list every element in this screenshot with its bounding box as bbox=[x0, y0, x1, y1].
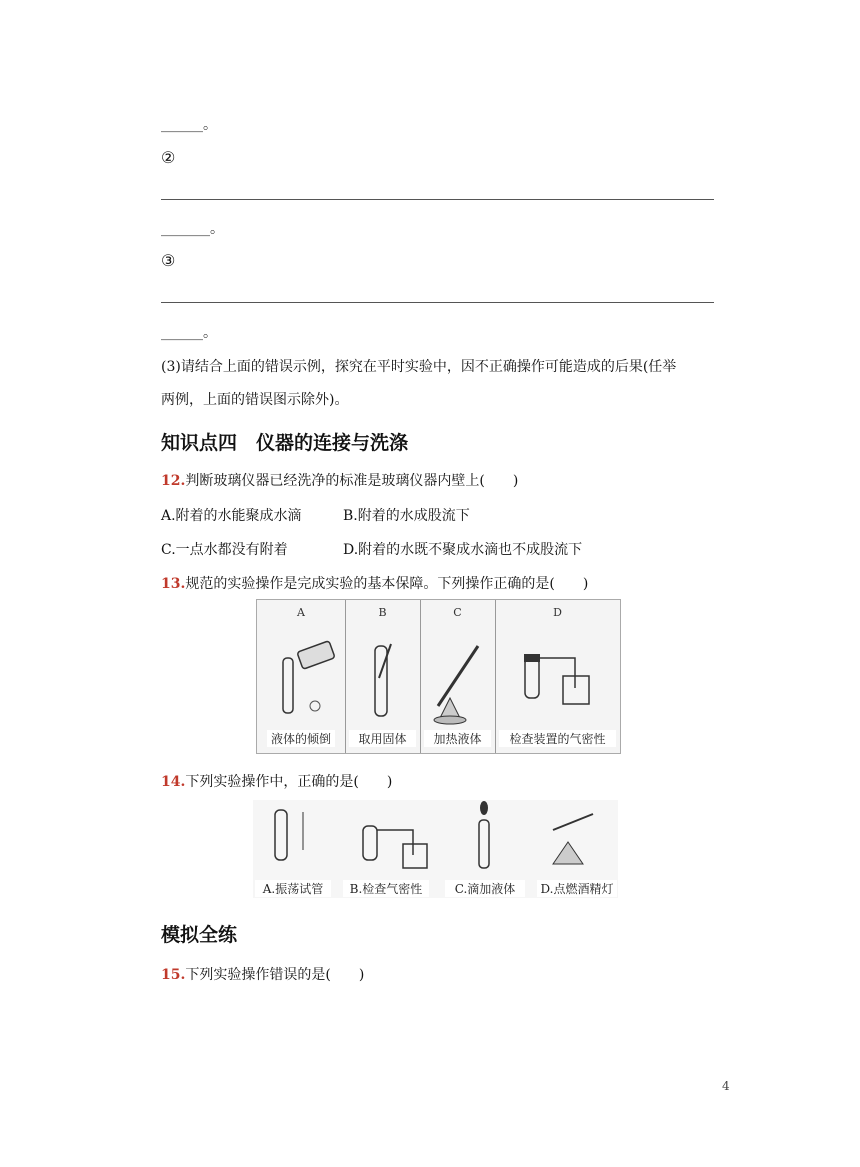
question-text: 判断玻璃仪器已经洗净的标准是玻璃仪器内壁上( ) bbox=[185, 473, 519, 489]
blank-line-1-end: ______。 bbox=[161, 117, 217, 133]
blank-line-3 bbox=[161, 302, 714, 303]
option-b: B.附着的水成股流下 bbox=[343, 508, 470, 524]
panel-caption: 加热液体 bbox=[424, 730, 491, 747]
q14-apparatus-icon bbox=[253, 800, 618, 876]
section-heading-practice: 模拟全练 bbox=[161, 924, 238, 946]
question-12 bbox=[161, 470, 518, 490]
option-d: D.附着的水既不聚成水滴也不成股流下 bbox=[343, 542, 583, 558]
panel-caption: 取用固体 bbox=[349, 730, 416, 747]
q14-caption-a: A.振荡试管 bbox=[255, 880, 331, 897]
q13-panel-c bbox=[420, 600, 496, 753]
question-3-line-2: 两例，上面的错误图示除外)。 bbox=[161, 392, 349, 408]
blank-line-2-end: _______。 bbox=[161, 221, 224, 237]
question-text: 下列实验操作错误的是( ) bbox=[185, 967, 365, 983]
panel-caption: 液体的倾倒 bbox=[267, 730, 335, 747]
blank-line-2 bbox=[161, 199, 714, 200]
pouring-liquid-icon bbox=[257, 628, 345, 728]
page-number: 4 bbox=[722, 1079, 730, 1093]
q13-panel-d bbox=[495, 600, 620, 753]
question-13 bbox=[161, 573, 588, 593]
option-c: C.一点水都没有附着 bbox=[161, 542, 288, 558]
question-number: 13. bbox=[161, 576, 186, 592]
question-text: 下列实验操作中，正确的是( ) bbox=[185, 774, 393, 790]
q14-figure bbox=[253, 800, 618, 898]
q14-caption-d: D.点燃酒精灯 bbox=[537, 880, 617, 897]
question-3-line-1: (3)请结合上面的错误示例，探究在平时实验中，因不正确操作可能造成的后果(任举 bbox=[161, 359, 677, 375]
panel-letter: A bbox=[297, 606, 305, 619]
airtightness-check-icon bbox=[495, 628, 620, 728]
option-a: A.附着的水能聚成水滴 bbox=[161, 508, 302, 524]
section-heading-4: 知识点四 仪器的连接与洗涤 bbox=[161, 432, 409, 454]
question-14 bbox=[161, 771, 392, 791]
question-number: 14. bbox=[161, 774, 186, 790]
panel-caption: 检查装置的气密性 bbox=[499, 730, 616, 747]
q13-panel-b bbox=[345, 600, 421, 753]
panel-letter: B bbox=[378, 606, 387, 619]
question-text: 规范的实验操作是完成实验的基本保障。下列操作正确的是( ) bbox=[185, 576, 589, 592]
item-marker-2: ② bbox=[161, 148, 176, 167]
question-number: 15. bbox=[161, 967, 186, 983]
heating-liquid-icon bbox=[420, 628, 495, 728]
panel-letter: D bbox=[553, 606, 562, 619]
q13-panel-a bbox=[257, 600, 346, 753]
panel-letter: C bbox=[453, 606, 462, 619]
question-number: 12. bbox=[161, 473, 186, 489]
test-tube-solid-icon bbox=[345, 628, 420, 728]
q13-figure bbox=[256, 599, 621, 754]
q14-caption-b: B.检查气密性 bbox=[343, 880, 429, 897]
question-15 bbox=[161, 964, 364, 984]
blank-line-3-end: ______。 bbox=[161, 325, 217, 341]
q14-caption-c: C.滴加液体 bbox=[445, 880, 525, 897]
item-marker-3: ③ bbox=[161, 251, 176, 270]
